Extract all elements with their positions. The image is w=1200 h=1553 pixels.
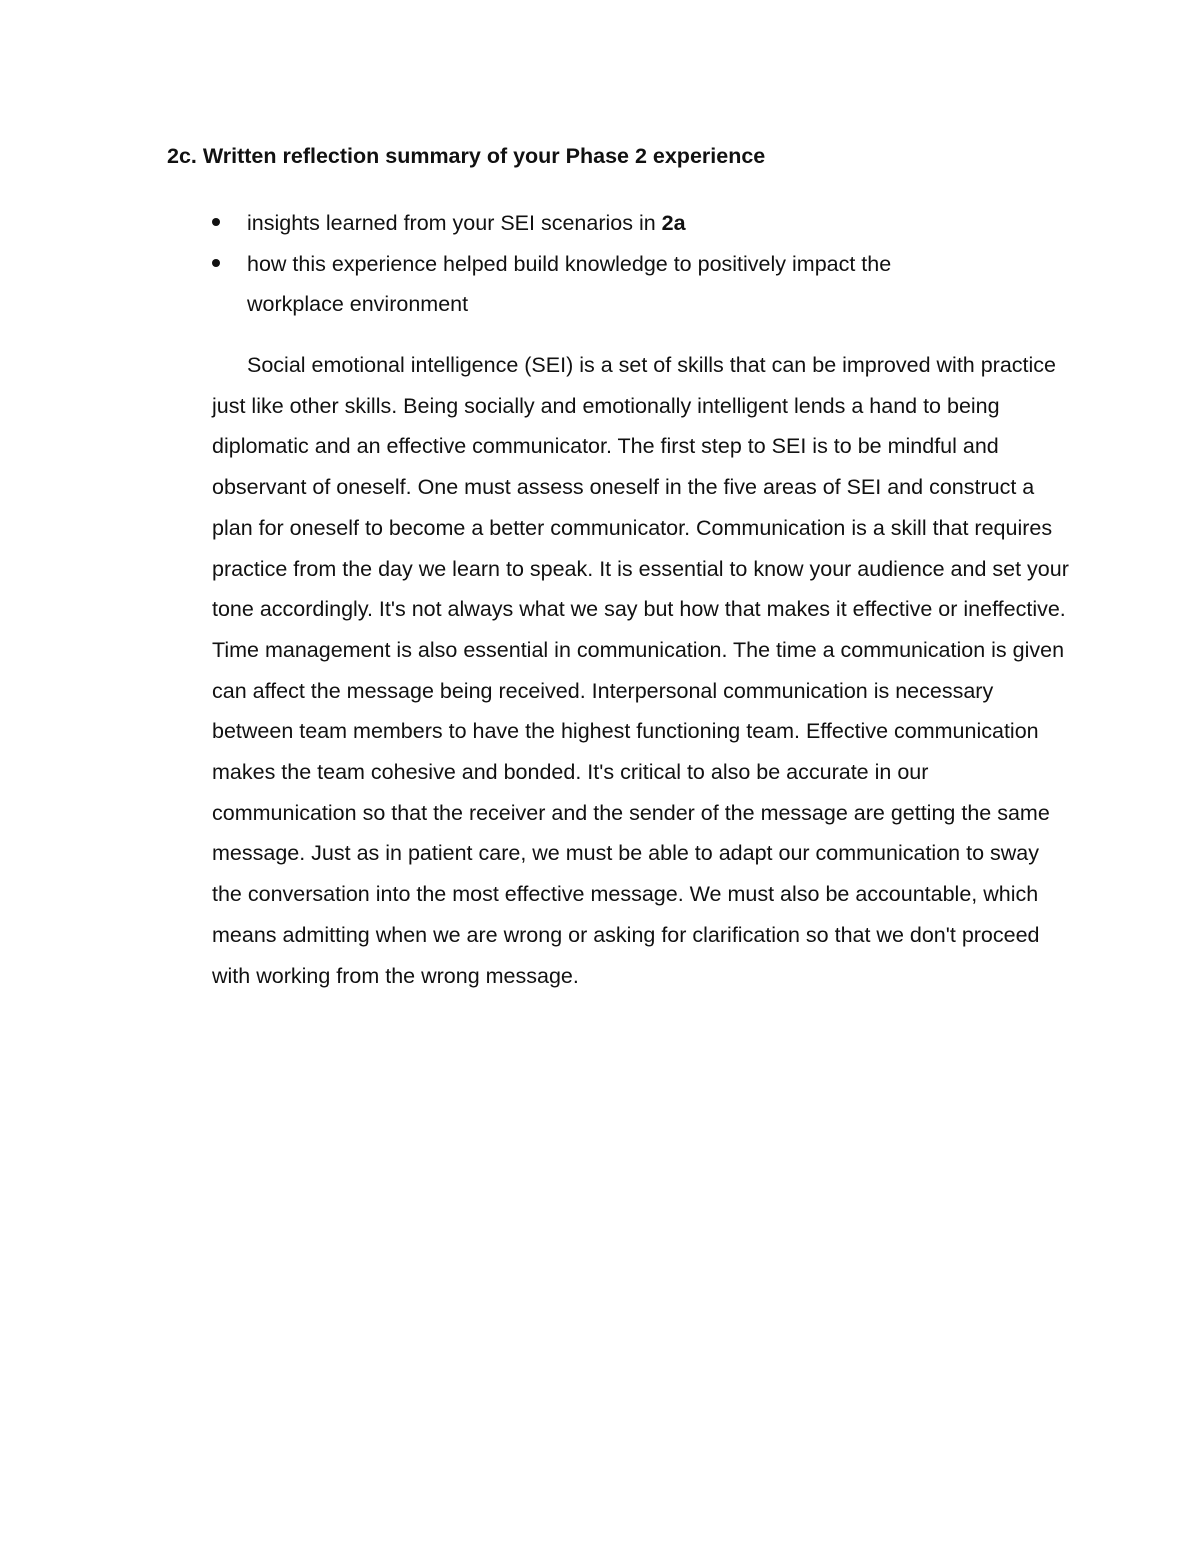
bullet-list [212, 203, 972, 325]
bullet-item-knowledge [212, 244, 972, 325]
section-heading: 2c. Written reflection summary of your Phase 2 experience [167, 144, 766, 168]
bullet-item-insights [212, 203, 972, 244]
bullet-icon [212, 259, 220, 267]
bullet-icon [212, 218, 220, 226]
bullet-bold-reference: 2a [661, 211, 686, 235]
bullet-text-insights: insights learned from your SEI scenarios in [247, 211, 662, 235]
bullet-text-knowledge: how this experience helped build knowledge to positively impact the workplace environment [247, 251, 892, 317]
reflection-paragraph: Social emotional intelligence (SEI) is a set of skills that can be improved with practice just like other skills. Being socially and emotionally intelligent lends a hand to being diplomatic and an effective communicator. The first step to SEI is to be mindful and observant of oneself. One must assess oneself in the five areas of SEI and construct a plan for oneself to become a better communicator. Communication is a skill that requires practice from the day we learn to speak. It is essential to know your audience and set your tone accordingly. It's not always what we say but how that makes it effective or ineffective. Time management is also essential in communication. The time a communication is given can affect the message being received. Interpersonal communication is necessary between team members to have the highest functioning team. Effective communication makes the team cohesive and bonded. It's critical to also be accurate in our communication so that the receiver and the sender of the message are getting the same message. Just as in patient care, we must be able to adapt our communication to sway the conversation into the most effective message. We must also be accountable, which means admitting when we are wrong or asking for clarification so that we don't proceed with working from the wrong message. [212, 353, 1069, 988]
